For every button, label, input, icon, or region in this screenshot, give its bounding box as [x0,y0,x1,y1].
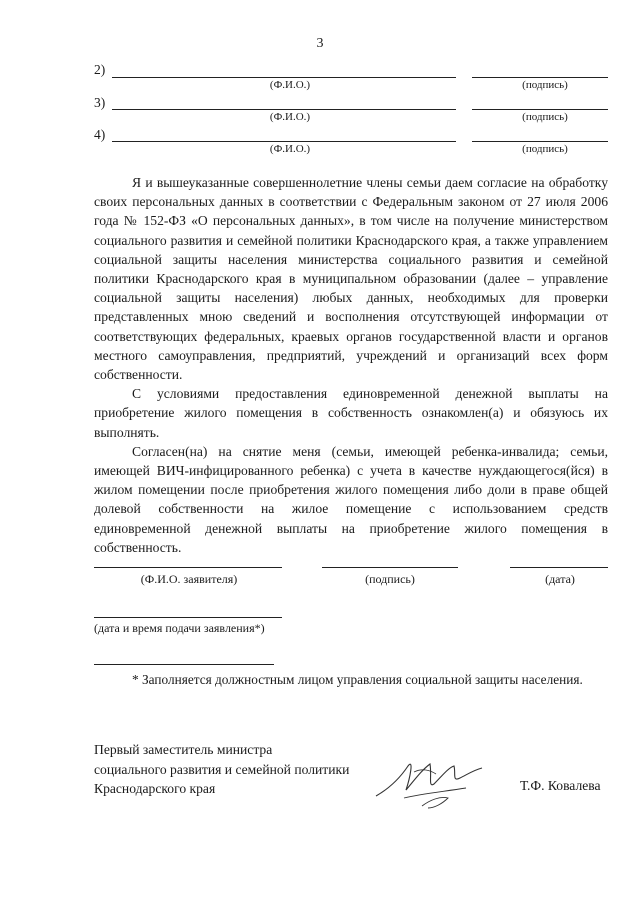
consent-text [94,173,608,557]
signatory-position [94,740,349,799]
footnote-text: * Заполняется должностным лицом управления социальной защиты населения. [132,672,583,687]
footnote [94,670,608,689]
conditions-paragraph: С условиями предоставления единовременной денежной выплаты на приобретение жилого помещения в собственность ознакомлен(а) и обязуюсь их выполнять. [94,386,608,440]
deregistration-paragraph: Согласен(на) на снятие меня (семьи, имеющей ребенка-инвалида; семьи, имеющей ВИЧ-инфицированного ребенка) с учета в качестве нуждающегося(йся) в жилом помещении после приобретения жилого помещения либо доли в праве общей долевой собственности на жилое помещение с использованием средств единовременной денежной выплаты на приобретение жилого помещения в собственность. [94,443,608,555]
submission-line [94,617,282,618]
consent-paragraph: Я и вышеуказанные совершеннолетние члены семьи даем согласие на обработку своих персональных данных в соответствии с Федеральным законом от 27 июля 2006 года № 152-ФЗ «О персональных данных», в том числе на получение министерством социального развития и семейной политики Краснодарского края, а также управлением социальной защиты населения министерства социального развития и семейной политики Краснодарского края в муниципальном образовании (далее – управление социальной защиты населения) любых данных, необходимых для проверки представленных мною сведений и восполнения отсутствующей информации от соответствующих федеральных, краевых органов государственной власти и органов местного самоуправления, предприятий, учреждений и организаций всех форм собственности. [94,175,608,383]
applicant-fio-line [94,567,282,568]
fio-line [112,77,456,78]
sign-caption: (подпись) [522,79,568,91]
applicant-fio-caption: (Ф.И.О. заявителя) [140,572,238,586]
footnote-separator [94,664,274,665]
applicant-sign-line [322,567,458,568]
row-index: 3) [94,95,106,110]
fio-line [112,141,456,142]
signatory-name: Т.Ф. Ковалева [520,778,601,793]
row-index: 4) [94,127,106,142]
row-index: 2) [94,62,106,77]
sign-caption: (подпись) [522,111,568,123]
sign-line [472,141,608,142]
position-line: Первый заместитель министра [94,742,273,757]
applicant-date-line [510,567,608,568]
fio-caption: (Ф.И.О.) [269,79,311,91]
handwritten-signature [370,748,490,814]
page-number: 3 [316,36,324,51]
position-line: Краснодарского края [94,781,216,796]
applicant-date-caption: (дата) [545,572,575,586]
position-line: социального развития и семейной политики [94,761,350,777]
sign-caption: (подпись) [522,143,568,155]
fio-line [112,109,456,110]
sign-line [472,109,608,110]
applicant-sign-caption: (подпись) [365,572,415,586]
submission-caption: (дата и время подачи заявления*) [94,621,265,635]
fio-caption: (Ф.И.О.) [269,111,311,123]
fio-caption: (Ф.И.О.) [269,143,311,155]
sign-line [472,77,608,78]
